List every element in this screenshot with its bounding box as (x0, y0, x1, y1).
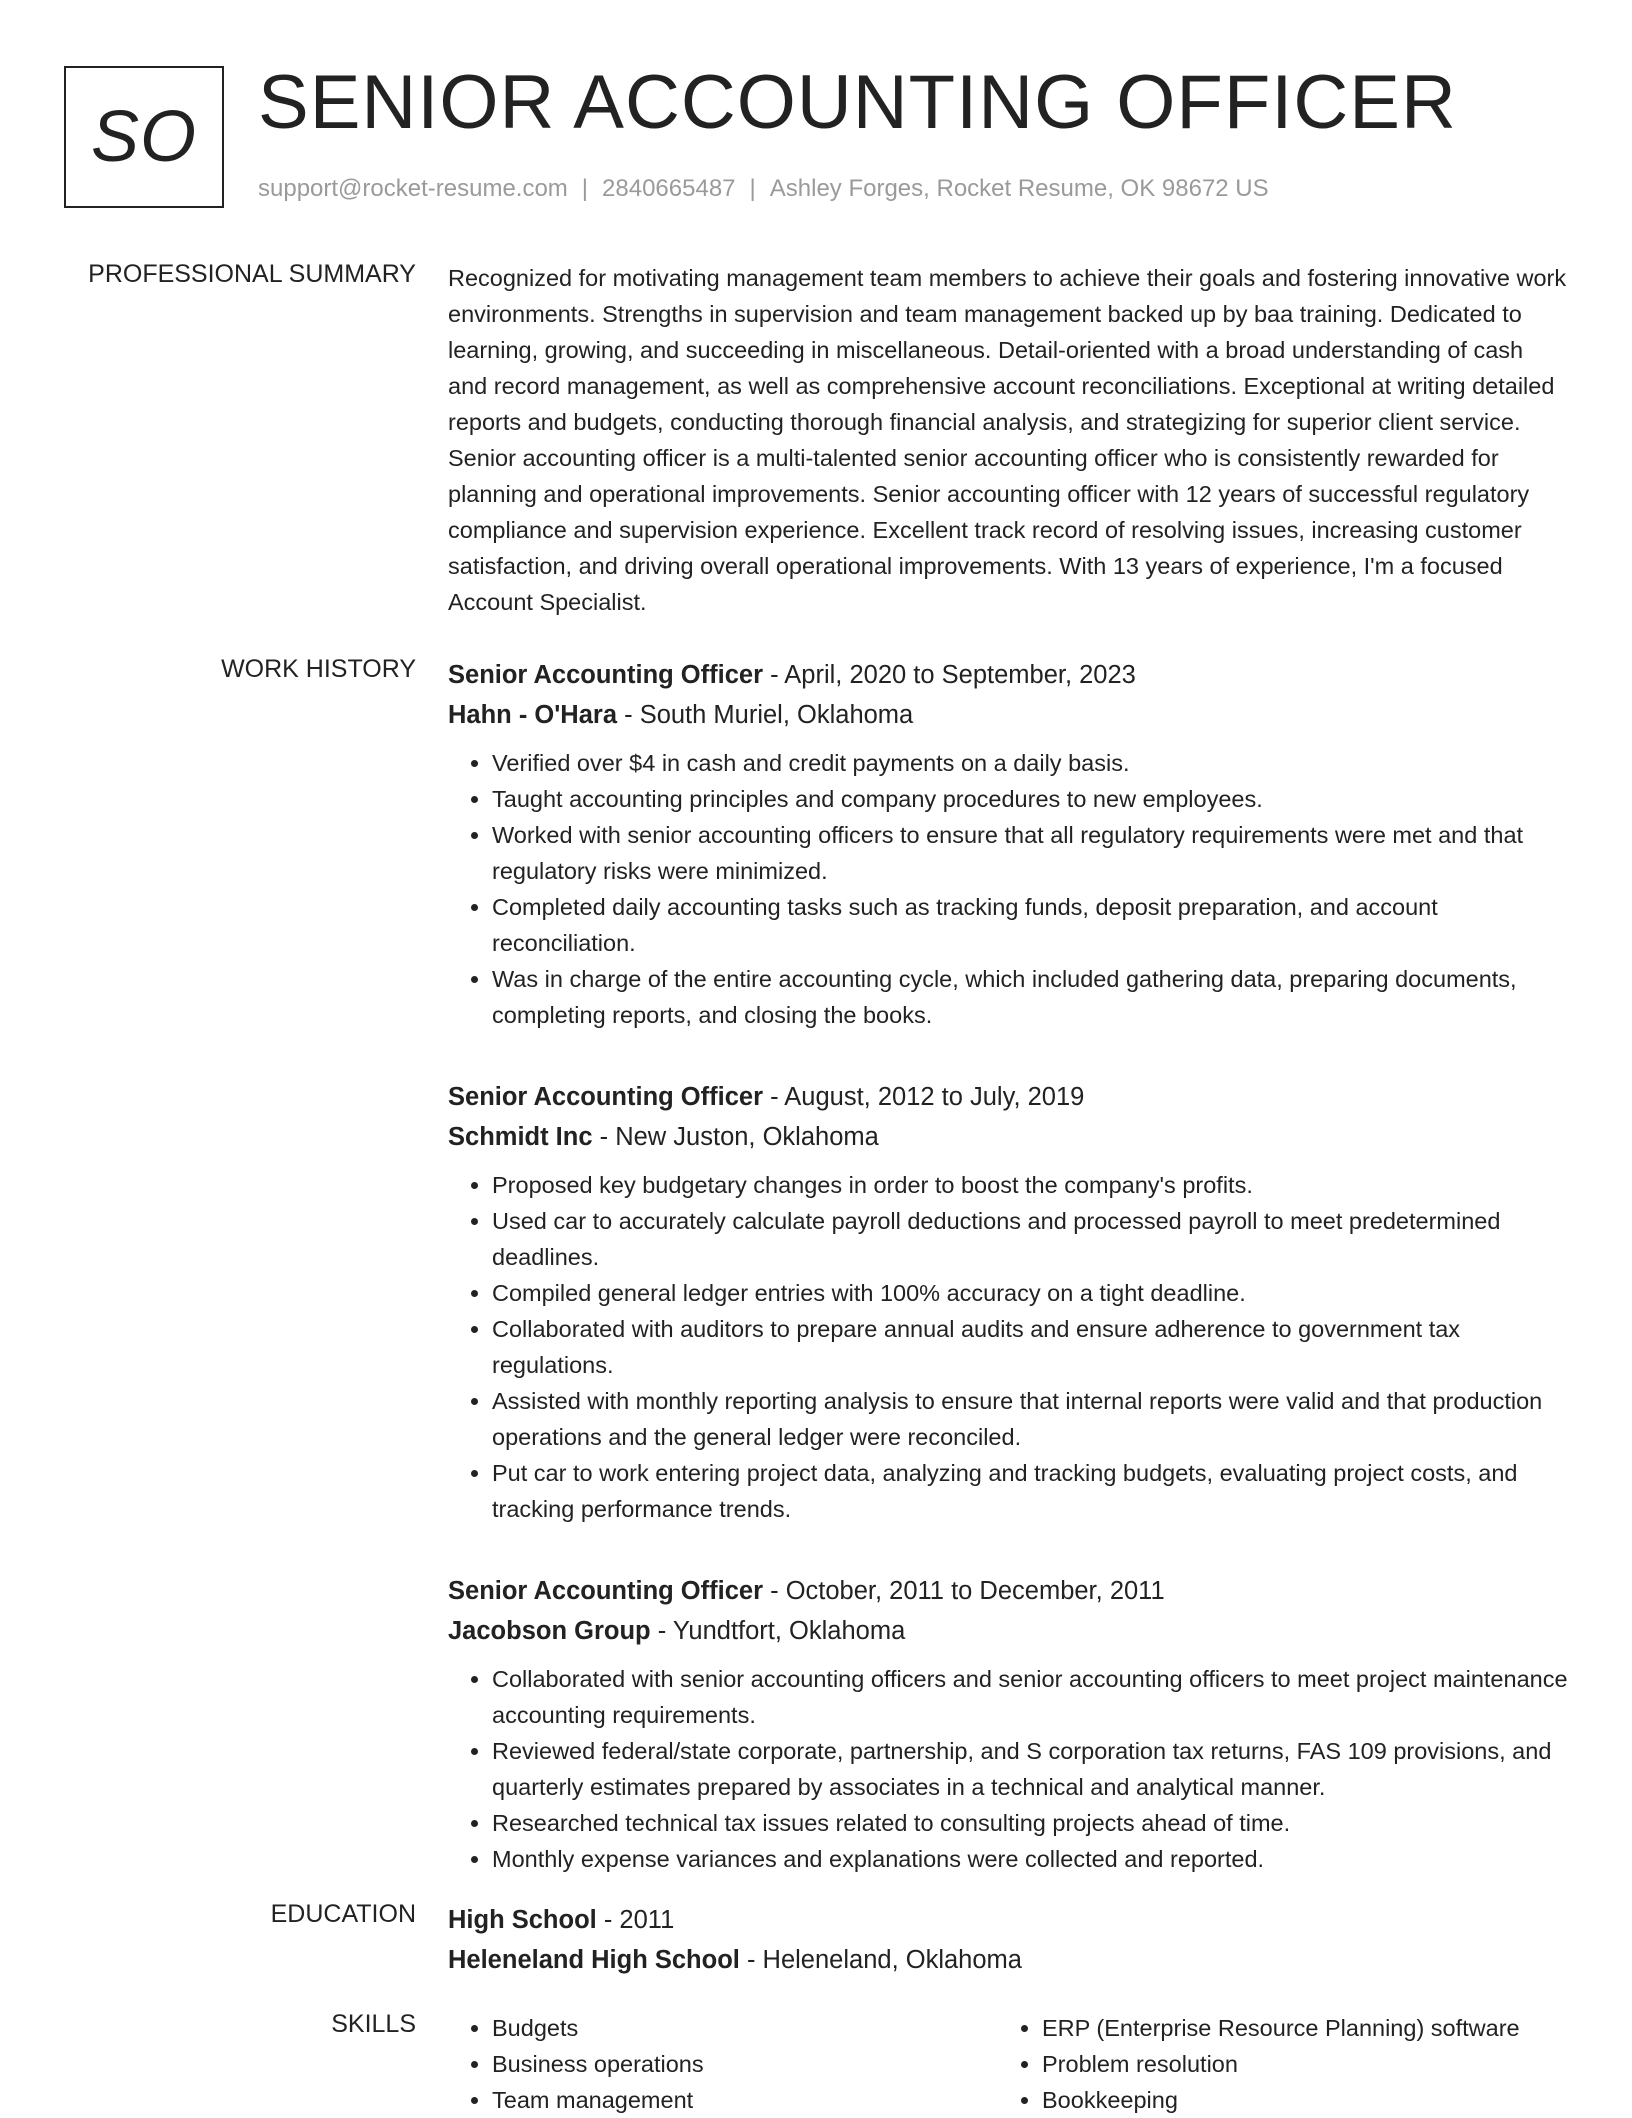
education-year: 2011 (619, 1906, 675, 1934)
list-item: • Proposed key budgetary changes in order to boost the company's profits. (492, 1167, 1568, 1203)
list-item: • Collaborated with senior accounting officers and senior accounting officers to meet project maintenance accounting requirements. (492, 1661, 1568, 1733)
skills-list-left (448, 2010, 998, 2118)
job-title: Senior Accounting Officer (448, 1083, 764, 1111)
list-item: • Verified over $4 in cash and credit payments on a daily basis. (492, 745, 1568, 781)
education-degree: High School (448, 1906, 597, 1934)
job-title-line: Senior Accounting Officer - August, 2012 to July, 2019 (448, 1083, 1085, 1111)
skills-list-right (998, 2010, 1548, 2118)
education-school: Heleneland High School (448, 1946, 740, 1974)
summary-text: Recognized for motivating management team members to achieve their goals and fostering innovative work environments. Strengths in supervision and team management backed up by baa training. Dedicated to learning, growing, and succeeding in miscellaneous. Detail-oriented with a broad understanding of cash and record management, as well as comprehensive account reconciliations. Exceptional at writing detailed reports and budgets, conducting thorough financial analysis, and strategizing for superior client service. Senior accounting officer is a multi-talented senior accounting officer who is consistently rewarded for planning and operational improvements. Senior accounting officer with 12 years of successful regulatory compliance and supervision experience. Excellent track record of resolving issues, increasing customer satisfaction, and driving overall operational improvements. With 13 years of experience, I'm a focused Account Specialist. (448, 265, 1567, 615)
list-item: • Put car to work entering project data, analyzing and tracking budgets, evaluating project costs, and tracking performance trends. (492, 1455, 1568, 1527)
job-bullets (448, 1167, 1568, 1527)
job-company: Schmidt Inc (448, 1123, 593, 1151)
job-title-line: Senior Accounting Officer - April, 2020 to September, 2023 (448, 661, 1136, 689)
job-dates: October, 2011 to December, 2011 (785, 1577, 1165, 1605)
education-degree-line: High School - 2011 (448, 1906, 675, 1934)
page-title: SENIOR ACCOUNTING OFFICER (258, 60, 1457, 145)
list-item: • Collaborated with auditors to prepare annual audits and ensure adherence to government tax regulations. (492, 1311, 1568, 1383)
list-item: • Problem resolution (1042, 2046, 1548, 2082)
job-title-line: Senior Accounting Officer - October, 2011 to December, 2011 (448, 1577, 1165, 1605)
contact-separator: | (581, 175, 589, 202)
list-item: • Used car to accurately calculate payroll deductions and processed payroll to meet predetermined deadlines. (492, 1203, 1568, 1275)
skills-body (448, 2010, 1568, 2118)
job-entry (448, 655, 1568, 1033)
job-dates: April, 2020 to September, 2023 (784, 661, 1136, 689)
job-entry (448, 1077, 1568, 1527)
section-label: WORK HISTORY (221, 655, 416, 683)
list-item: • Reviewed federal/state corporate, partnership, and S corporation tax returns, FAS 109 provisions, and quarterly estimates prepared by associates in a technical and analytical manner. (492, 1733, 1568, 1805)
job-company-line: Hahn - O'Hara - South Muriel, Oklahoma (448, 701, 914, 729)
work-body (448, 655, 1568, 1921)
list-item: • Team management (492, 2082, 998, 2118)
contact-phone[interactable]: 2840665487 (602, 175, 736, 202)
section-label: EDUCATION (270, 1900, 416, 1928)
list-item: • Taught accounting principles and company procedures to new employees. (492, 781, 1568, 817)
job-bullets (448, 1661, 1568, 1877)
job-company-line: Jacobson Group - Yundtfort, Oklahoma (448, 1617, 906, 1645)
list-item: • Assisted with monthly reporting analysis to ensure that internal reports were valid and that production operations and the general ledger were reconciled. (492, 1383, 1568, 1455)
list-item: • Bookkeeping (1042, 2082, 1548, 2118)
list-item: • Budgets (492, 2010, 998, 2046)
job-company: Jacobson Group (448, 1617, 651, 1645)
job-location: New Juston, Oklahoma (615, 1123, 879, 1151)
list-item: • ERP (Enterprise Resource Planning) software (1042, 2010, 1548, 2046)
list-item: • Researched technical tax issues related to consulting projects ahead of time. (492, 1805, 1568, 1841)
skills-grid (448, 2010, 1568, 2118)
job-company-line: Schmidt Inc - New Juston, Oklahoma (448, 1123, 879, 1151)
contact-email[interactable]: support@rocket-resume.com (258, 175, 568, 202)
job-title: Senior Accounting Officer (448, 1577, 764, 1605)
education-location: Heleneland, Oklahoma (762, 1946, 1022, 1974)
job-bullets (448, 745, 1568, 1033)
monogram: SO (64, 66, 224, 208)
job-location: Yundtfort, Oklahoma (672, 1617, 906, 1645)
education-body (448, 1900, 1568, 1980)
list-item: • Worked with senior accounting officers to ensure that all regulatory requirements were met and that regulatory risks were minimized. (492, 817, 1568, 889)
job-company: Hahn - O'Hara (448, 701, 618, 729)
contact-address: Ashley Forges, Rocket Resume, OK 98672 US (769, 175, 1269, 202)
education-school-line: Heleneland High School - Heleneland, Oklahoma (448, 1946, 1022, 1974)
section-label: SKILLS (331, 2010, 416, 2038)
job-location: South Muriel, Oklahoma (639, 701, 914, 729)
list-item: • Monthly expense variances and explanations were collected and reported. (492, 1841, 1568, 1877)
section-label: PROFESSIONAL SUMMARY (88, 260, 416, 288)
summary-body (448, 260, 1568, 620)
list-item: • Completed daily accounting tasks such as tracking funds, deposit preparation, and account reconciliation. (492, 889, 1568, 961)
list-item: • Was in charge of the entire accounting cycle, which included gathering data, preparing documents, completing reports, and closing the books. (492, 961, 1568, 1033)
contact-separator: | (749, 175, 756, 202)
list-item: • Business operations (492, 2046, 998, 2082)
contact-line (258, 175, 1269, 203)
job-title: Senior Accounting Officer (448, 661, 764, 689)
job-dates: August, 2012 to July, 2019 (784, 1083, 1085, 1111)
job-entry (448, 1571, 1568, 1877)
list-item: • Compiled general ledger entries with 100% accuracy on a tight deadline. (492, 1275, 1568, 1311)
